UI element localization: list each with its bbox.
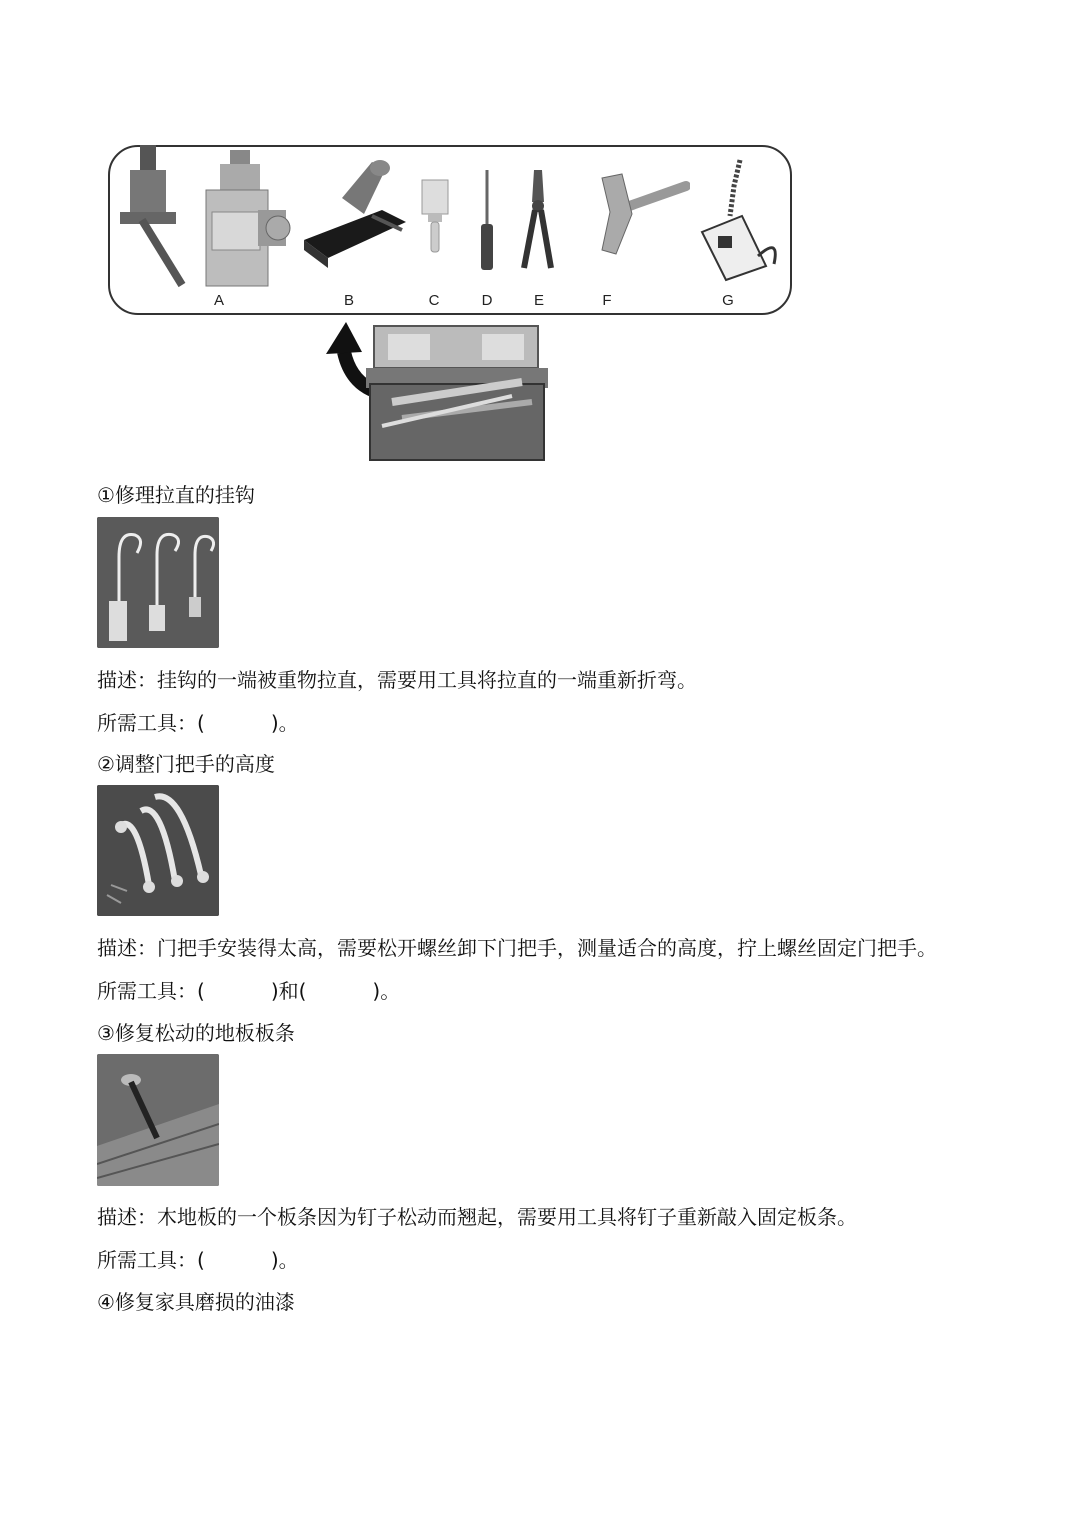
- paint-brush-image: [418, 176, 452, 256]
- answer-prefix: 所需工具：(: [97, 1248, 205, 1272]
- loose-nail-photo: [97, 1054, 219, 1186]
- item-4-title: ④修复家具磨损的油漆: [97, 1290, 295, 1314]
- hooks-photo: [97, 517, 219, 648]
- item-1-description: 描述：挂钩的一端被重物拉直，需要用工具将拉直的一端重新折弯。: [97, 668, 697, 692]
- answer-prefix: 所需工具：(: [97, 979, 205, 1003]
- tape-measure-image: [696, 156, 786, 284]
- tool-label-d: D: [481, 292, 493, 309]
- tool-label-a: A: [213, 292, 224, 309]
- item-3-description: 描述：木地板的一个板条因为钉子松动而翘起，需要用工具将钉子重新敲入固定板条。: [97, 1205, 857, 1229]
- item-2-description: 描述：门把手安装得太高，需要松开螺丝卸下门把手，测量适合的高度，拧上螺丝固定门把手。: [97, 936, 937, 960]
- tool-label-c: C: [428, 292, 440, 309]
- item-1-answer: [97, 707, 299, 736]
- claw-hammer-image: [588, 170, 690, 260]
- toolbox-image: [362, 322, 552, 462]
- answer-prefix: 所需工具：(: [97, 711, 205, 735]
- bottle-jack-image: [196, 150, 294, 290]
- tool-label-b: B: [343, 292, 354, 309]
- answer-middle: )和(: [270, 979, 307, 1003]
- item-3-title: ③修复松动的地板板条: [97, 1021, 295, 1045]
- door-handles-photo: [97, 785, 219, 916]
- answer-suffix: )。: [270, 711, 299, 735]
- answer-suffix: )。: [270, 1248, 299, 1272]
- item-3-answer: [97, 1244, 299, 1273]
- item-2-title: ②调整门把手的高度: [97, 752, 275, 776]
- item-1-title: ①修理拉直的挂钩: [97, 483, 255, 507]
- car-jack-image: [112, 140, 192, 290]
- tool-label-e: E: [533, 292, 544, 309]
- pliers-image: [518, 168, 558, 272]
- tool-label-g: G: [722, 292, 734, 309]
- item-2-answer: [97, 975, 400, 1004]
- answer-suffix: )。: [372, 979, 401, 1003]
- screwdriver-image: [477, 168, 497, 272]
- hand-plane-image: [302, 158, 410, 270]
- tool-label-f: F: [602, 292, 612, 309]
